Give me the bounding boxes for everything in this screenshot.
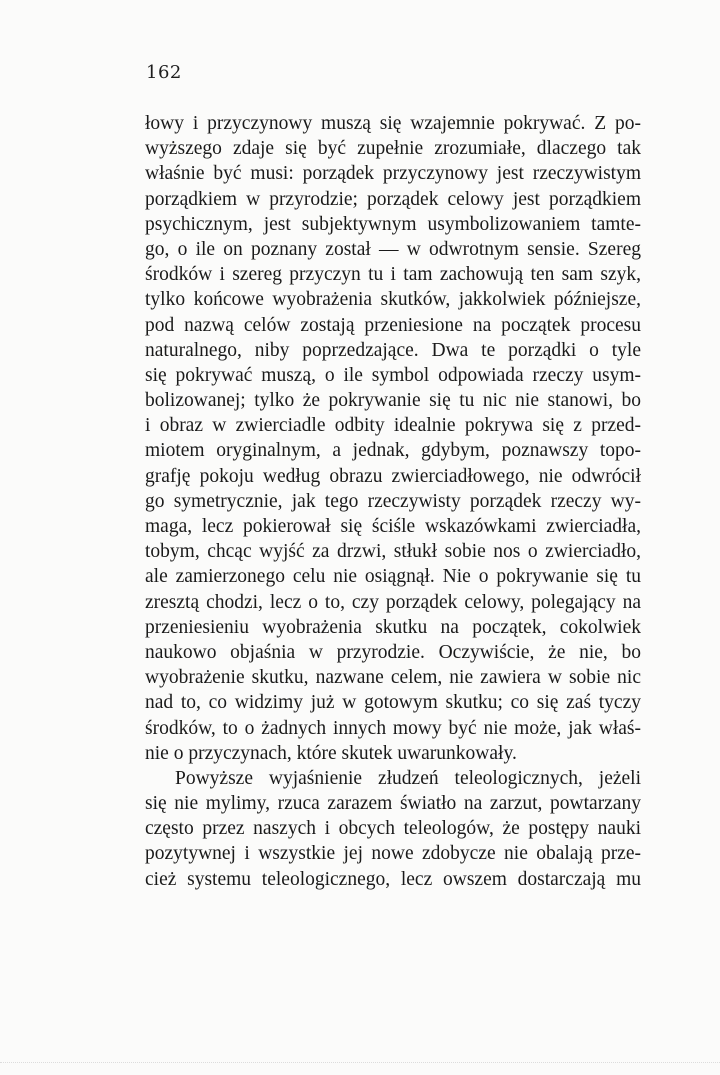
text-line: nad to, co widzimy już w gotowym skutku; co się zaś tyczy	[145, 692, 641, 714]
text-line: naturalnego, niby poprzedzające. Dwa te porządki o tyle	[145, 339, 641, 361]
page-number: 162	[146, 62, 182, 83]
text-line: wyobrażenie skutku, nazwane celem, nie zawiera w sobie nic	[145, 667, 641, 689]
text-line: go, o ile on poznany został — w odwrotnym sensie. Szereg	[145, 238, 641, 260]
text-line: właśnie być musi: porządek przyczynowy jest rzeczywistym	[145, 163, 641, 185]
text-line: pod nazwą celów zostają przeniesione na początek procesu	[145, 314, 641, 336]
text-line: cież systemu teleologicznego, lecz owszem dostarczają mu	[145, 868, 641, 890]
text-line: zresztą chodzi, lecz o to, czy porządek celowy, polegający na	[145, 591, 641, 613]
paragraph-first-line: Powyższe wyjaśnienie złudzeń teleologicznych, jeżeli	[175, 767, 641, 789]
text-line: maga, lecz pokierował się ściśle wskazówkami zwierciadła,	[145, 516, 641, 537]
scan-edge-noise	[0, 1062, 720, 1065]
text-line: przeniesieniu wyobrażenia skutku na początek, cokolwiek	[145, 616, 641, 638]
text-line: środków, to o żadnych innych mowy być nie może, jak właś-	[145, 717, 641, 739]
text-line: często przez naszych i obcych teleologów, że postępy nauki	[145, 818, 641, 840]
text-line: grafję pokoju według obrazu zwierciadłowego, nie odwrócił	[145, 465, 641, 487]
text-line: pozytywnej i wszystkie jej nowe zdobycze nie obalają prze-	[145, 843, 641, 865]
paragraph-last-line: nie o przyczynach, które skutek uwarunkowały.	[145, 742, 517, 764]
text-line: tobym, chcąc wyjść za drzwi, stłukł sobie nos o zwierciadło,	[145, 541, 641, 563]
text-line: się pokrywać muszą, o ile symbol odpowiada rzeczy usym-	[145, 364, 641, 386]
text-line: psychicznym, jest subjektywnym usymbolizowaniem tamte-	[145, 213, 641, 235]
text-line: się nie mylimy, rzuca zarazem światło na zarzut, powtarzany	[145, 793, 641, 815]
body-text	[145, 111, 641, 892]
text-line: go symetrycznie, jak tego rzeczywisty porządek rzeczy wy-	[145, 490, 641, 512]
text-line: wyższego zdaje się być zupełnie zrozumiałe, dlaczego tak	[145, 138, 641, 160]
text-line: łowy i przyczynowy muszą się wzajemnie pokrywać. Z po-	[145, 113, 641, 134]
text-line: miotem oryginalnym, a jednak, gdybym, poznawszy topo-	[145, 440, 641, 462]
text-line: i obraz w zwierciadle odbity idealnie pokrywa się z przed-	[145, 415, 641, 437]
text-line: tylko końcowe wyobrażenia skutków, jakkolwiek późniejsze,	[145, 289, 641, 311]
text-line: porządkiem w przyrodzie; porządek celowy jest porządkiem	[145, 188, 641, 210]
text-line: środków i szereg przyczyn tu i tam zachowują ten sam szyk,	[145, 264, 641, 286]
text-line: bolizowanej; tylko że pokrywanie się tu nic nie stanowi, bo	[145, 390, 641, 412]
text-line: naukowo objaśnia w przyrodzie. Oczywiście, że nie, bo	[145, 641, 641, 663]
text-line: ale zamierzonego celu nie osiągnął. Nie o pokrywanie się tu	[145, 566, 641, 588]
